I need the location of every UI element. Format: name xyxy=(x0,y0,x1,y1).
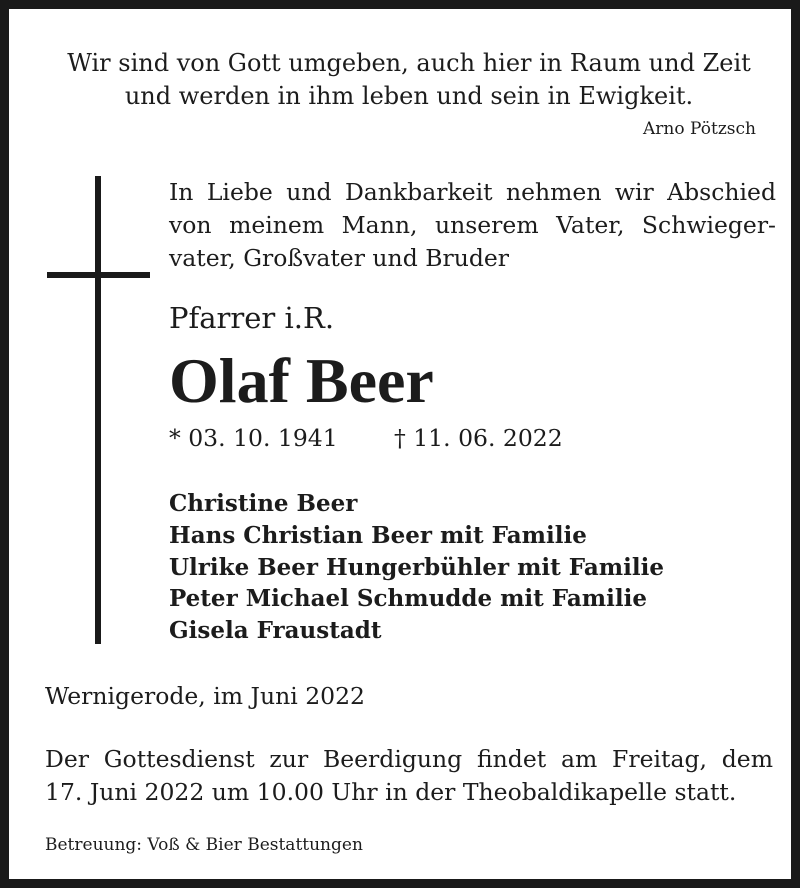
birth-date: * 03. 10. 1941 xyxy=(169,424,338,452)
mourner-5: Gisela Fraustadt xyxy=(169,617,382,644)
mourner-3: Ulrike Beer Hungerbühler mit Familie xyxy=(169,554,664,581)
motto-line-1: Wir sind von Gott umgeben, auch hier in Raum und Zeit xyxy=(67,49,751,77)
death-date: † 11. 06. 2022 xyxy=(394,424,563,452)
intro-line-3: vater, Großvater und Bruder xyxy=(169,244,510,272)
funeral-home-credit: Betreuung: Voß & Bier Bestattungen xyxy=(45,835,363,855)
intro-line-1: In Liebe und Dankbarkeit nehmen wir Abschied xyxy=(169,178,776,206)
mourner-2: Hans Christian Beer mit Familie xyxy=(169,522,587,549)
motto-author: Arno Pötzsch xyxy=(643,119,756,139)
motto-line-2: und werden in ihm leben und sein in Ewigkeit. xyxy=(124,82,694,110)
cross-vertical-bar xyxy=(95,176,101,644)
intro-line-2: von meinem Mann, unserem Vater, Schwieger- xyxy=(169,211,776,239)
cross-horizontal-bar xyxy=(47,272,150,278)
service-line-2: 17. Juni 2022 um 10.00 Uhr in der Theobaldikapelle statt. xyxy=(45,778,737,806)
service-line-1: Der Gottesdienst zur Beerdigung findet am Freitag, dem xyxy=(45,745,773,773)
mourner-4: Peter Michael Schmudde mit Familie xyxy=(169,585,647,612)
deceased-name: Olaf Beer xyxy=(169,345,434,416)
place-date: Wernigerode, im Juni 2022 xyxy=(45,682,366,710)
deceased-title: Pfarrer i.R. xyxy=(169,301,335,335)
mourner-1: Christine Beer xyxy=(169,490,358,517)
